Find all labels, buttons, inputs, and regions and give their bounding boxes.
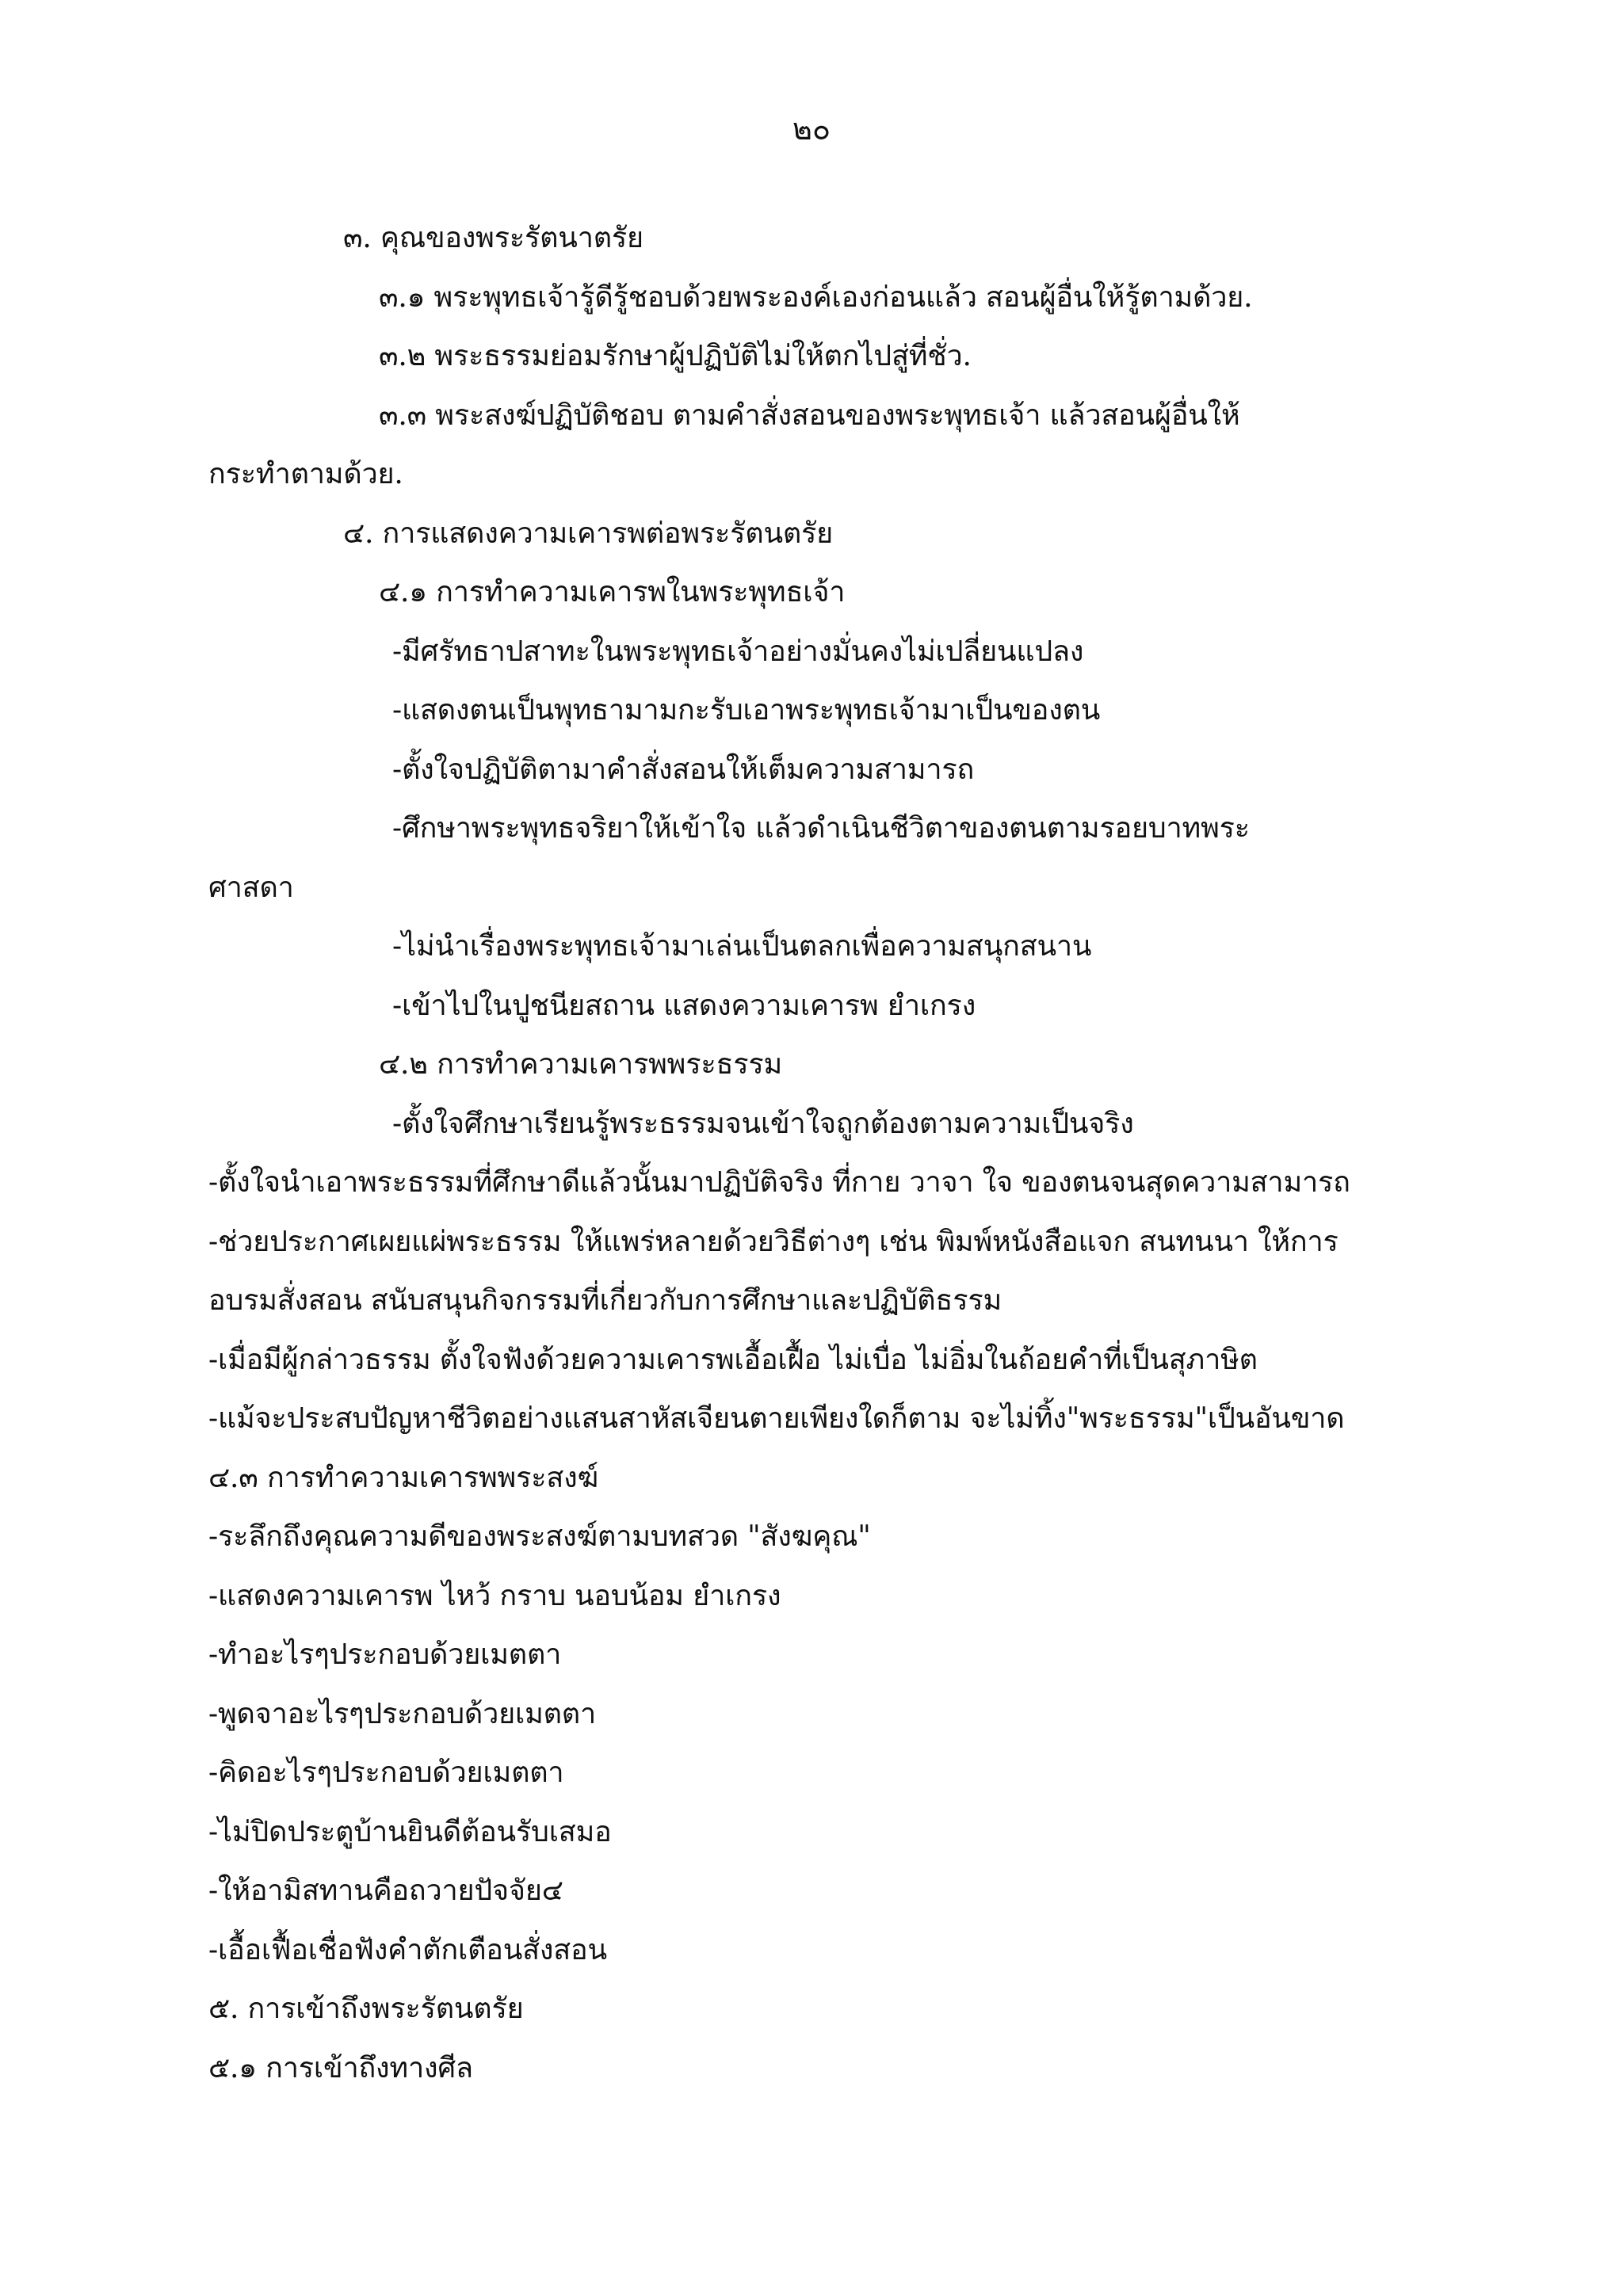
sub-heading: ๔.๓ การทำความเคารพพระสงฆ์	[208, 1461, 599, 1494]
continuation-line: กระทำตามด้วย.	[208, 458, 403, 490]
sub-heading: ๕.๑ การเข้าถึงทางศีล	[208, 2051, 473, 2084]
bullet-line: -มีศรัทธาปสาทะในพระพุทธเจ้าอย่างมั่นคงไม่เปลี่ยนแปลง	[392, 635, 1084, 668]
bullet-line: -ไม่ปิดประตูบ้านยินดีต้อนรับเสมอ	[208, 1815, 612, 1848]
bullet-line: -เอื้อเฟื้อเชื่อฟังคำตักเตือนสั่งสอน	[208, 1933, 607, 1966]
bullet-line: -คิดอะไรๆประกอบด้วยเมตตา	[208, 1756, 564, 1789]
bullet-line: -ตั้งใจนำเอาพระธรรมที่ศึกษาดีแล้วนั้นมาปฏิบัติจริง ที่กาย วาจา ใจ ของตนจนสุดความสามารถ	[208, 1166, 1350, 1199]
sub-item: ๓.๑ พระพุทธเจ้ารู้ดีรู้ชอบด้วยพระองค์เองก่อนแล้ว สอนผู้อื่นให้รู้ตามด้วย.	[379, 280, 1253, 314]
bullet-line: -ตั้งใจปฏิบัติตามาคำสั่งสอนให้เต็มความสามารถ	[392, 753, 975, 786]
bullet-line: -ระลึกถึงคุณความดีของพระสงฆ์ตามบทสวด "สังฆคุณ"	[208, 1520, 871, 1553]
continuation-line: ศาสดา	[208, 871, 294, 904]
bullet-line: -ไม่นำเรื่องพระพุทธเจ้ามาเล่นเป็นตลกเพื่อความสนุกสนาน	[392, 930, 1092, 963]
bullet-line: -เข้าไปในปูชนียสถาน แสดงความเคารพ ยำเกรง	[392, 989, 976, 1022]
bullet-line: -พูดจาอะไรๆประกอบด้วยเมตตา	[208, 1697, 597, 1730]
bullet-line: -เมื่อมีผู้กล่าวธรรม ตั้งใจฟังด้วยความเคารพเอื้อเฝื้อ ไม่เบื่อ ไม่อิ่มในถ้อยคำที่เป็นสุภาษิต	[208, 1343, 1258, 1376]
bullet-line: -แม้จะประสบปัญหาชีวิตอย่างแสนสาหัสเจียนตายเพียงใดก็ตาม จะไม่ทิ้ง"พระธรรม"เป็นอันขาด	[208, 1402, 1345, 1435]
sub-item: ๓.๒ พระธรรมย่อมรักษาผู้ปฏิบัติไม่ให้ตกไปสู่ที่ชั่ว.	[379, 340, 972, 372]
continuation-line: อบรมสั่งสอน สนับสนุนกิจกรรมที่เกี่ยวกับการศึกษาและปฏิบัติธรรม	[208, 1284, 1002, 1317]
bullet-line: -แสดงความเคารพ ไหว้ กราบ นอบน้อม ยำเกรง	[208, 1579, 781, 1612]
section-heading: ๔. การแสดงความเคารพต่อพระรัตนตรัย	[343, 517, 834, 550]
section-heading: ๓. คุณของพระรัตนาตรัย	[343, 222, 643, 254]
bullet-line: -แสดงตนเป็นพุทธามามกะรับเอาพระพุทธเจ้ามาเป็นของตน	[392, 694, 1101, 727]
sub-item: ๓.๓ พระสงฆ์ปฏิบัติชอบ ตามคำสั่งสอนของพระพุทธเจ้า แล้วสอนผู้อื่นให้	[379, 399, 1240, 432]
document-body	[0, 209, 1623, 2098]
bullet-line: -ตั้งใจศึกษาเรียนรู้พระธรรมจนเข้าใจถูกต้องตามความเป็นจริง	[392, 1107, 1134, 1140]
page-number: ๒๐	[792, 112, 831, 147]
bullet-line: -ช่วยประกาศเผยแผ่พระธรรม ให้แพร่หลายด้วยวิธีต่างๆ เช่น พิมพ์หนังสือแจก สนทนนา ให้การ	[208, 1225, 1338, 1258]
sub-heading: ๔.๒ การทำความเคารพพระธรรม	[379, 1048, 783, 1081]
bullet-line: -ศึกษาพระพุทธจริยาให้เข้าใจ แล้วดำเนินชีวิตาของตนตามรอยบาทพระ	[392, 812, 1250, 845]
sub-heading: ๔.๑ การทำความเคารพในพระพุทธเจ้า	[379, 576, 846, 608]
section-heading: ๕. การเข้าถึงพระรัตนตรัย	[208, 1993, 524, 2025]
bullet-line: -ทำอะไรๆประกอบด้วยเมตตา	[208, 1638, 562, 1671]
bullet-line: -ให้อามิสทานคือถวายปัจจัย๔	[208, 1875, 563, 1907]
